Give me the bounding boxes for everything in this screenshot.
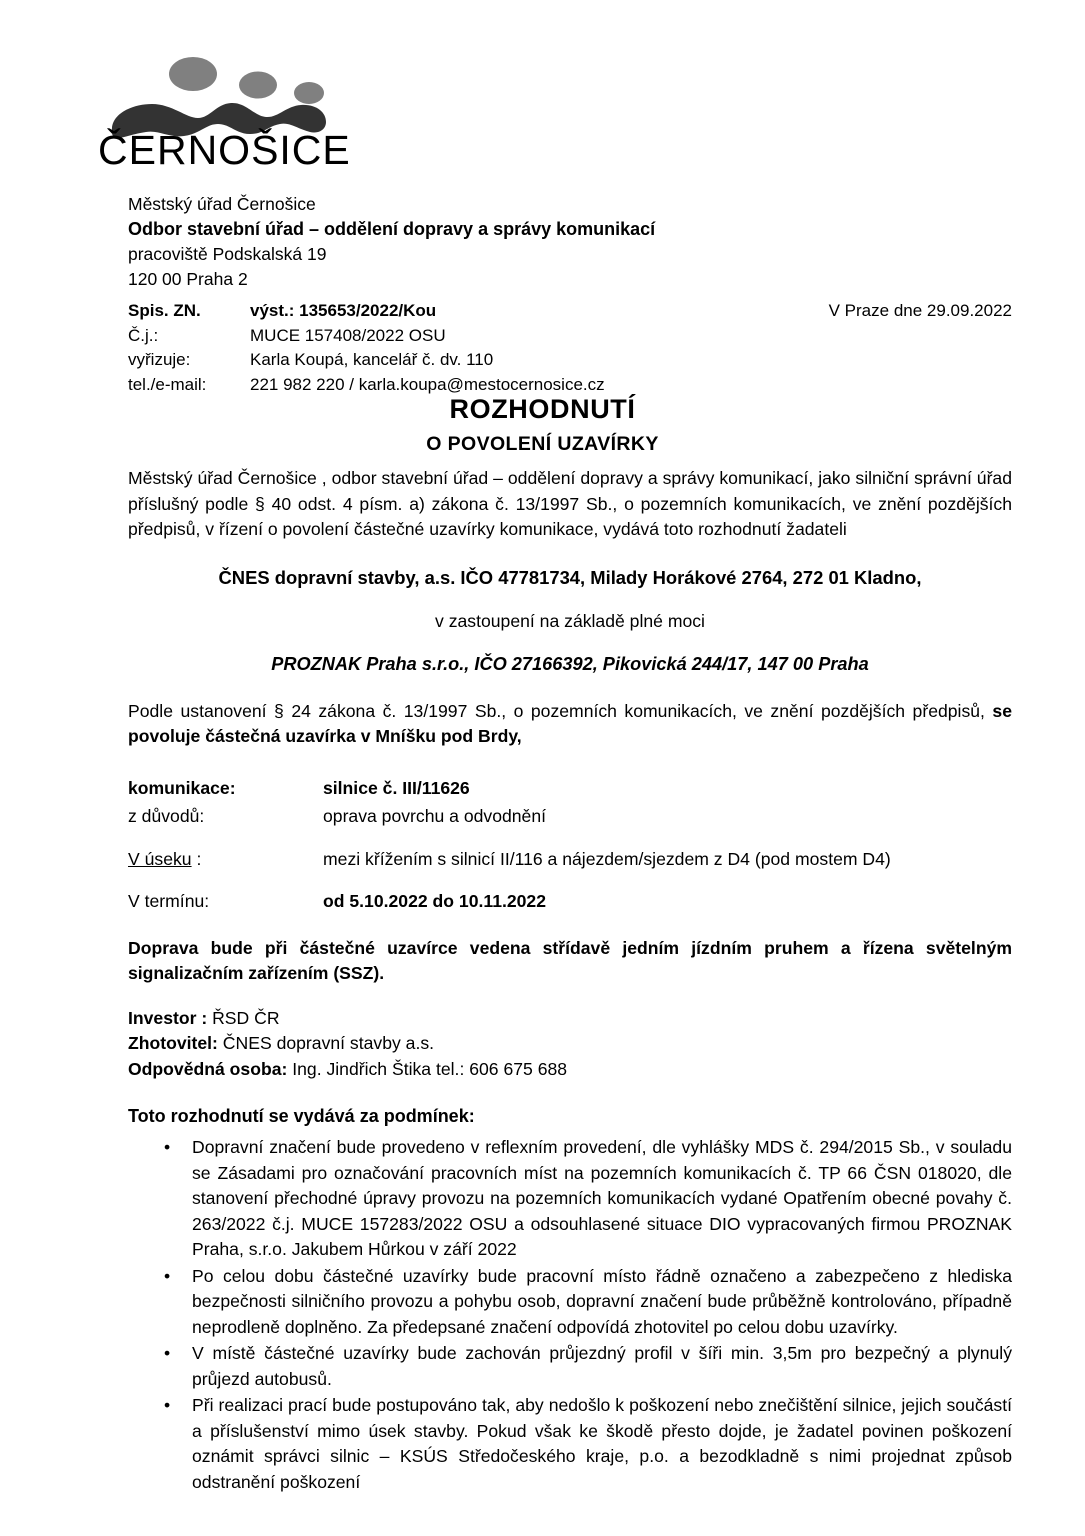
parties-block <box>128 1006 1012 1083</box>
agent-name: PROZNAK Praha s.r.o., IČO 27166392, Pikovická 244/17, 147 00 Praha <box>271 653 869 674</box>
cernosice-logo <box>98 52 358 182</box>
place-date: V Praze dne 29.09.2022 <box>828 301 1012 320</box>
party-row-investor <box>128 1006 1012 1032</box>
office-name: Městský úřad Černošice <box>128 194 316 214</box>
applicant-name: ČNES dopravní stavby, a.s. IČO 47781734, Milady Horákové 2764, 272 01 Kladno, <box>218 566 922 588</box>
legal-paragraph-normal: Podle ustanovení § 24 zákona č. 13/1997 Sb., o pozemních komunikacích, ve znění pozdějších předpisů, <box>128 700 993 721</box>
condition-text: Dopravní značení bude provedeno v reflexním provedení, dle vyhlášky MDS č. 294/2015 Sb., v souladu se Zásadami pro označování pracovních míst na pozemních komunikacích č. TP 66 ČSN 018020, dle stanovení přechodné úpravy provozu na pozemních komunikacích vydané Opatřením obecné povahy č. 263/2022 č.j. MUCE 157283/2022 OSU a odsouhlasené situace DIO vypracovaných firmou PROZNAK Praha, s.r.o. Jakubem Hůrkou v září 2022 <box>192 1137 1012 1259</box>
condition-text: Po celou dobu částečné uzavírky bude pracovní místo řádně označeno a zabezpečeno z hlediska bezpečnosti silničního provozu a pohybu osob, dopravní značení bude průběžně kontrolováno, případně neprodleně doplněno. Za předepsané značení odpovídá zhotovitel po celou dobu uzavírky. <box>192 1265 1012 1337</box>
party-row-responsible-person <box>128 1057 1012 1083</box>
bullet-icon: • <box>164 1137 171 1157</box>
cj-value: MUCE 157408/2022 OSU <box>250 325 446 345</box>
list-item <box>128 1393 1012 1495</box>
spis-zn-value: výst.: 135653/2022/Kou <box>250 301 437 320</box>
detail-row-duvod <box>128 804 1012 830</box>
list-item <box>128 1341 1012 1392</box>
bullet-icon: • <box>164 1343 171 1363</box>
city-postcode: 120 00 Praha 2 <box>128 269 248 289</box>
document-body <box>128 466 1012 1496</box>
party-value: ŘSD ČR <box>207 1007 280 1028</box>
party-label: Zhotovitel: <box>128 1033 218 1053</box>
detail-label: V termínu: <box>128 891 210 911</box>
representation-note: v zastoupení na základě plné moci <box>435 610 705 631</box>
party-label: Investor : <box>128 1007 208 1028</box>
detail-value: silnice č. III/11626 <box>323 777 470 798</box>
reference-row <box>128 324 1012 349</box>
conditions-list <box>128 1135 1012 1495</box>
legal-paragraph <box>128 699 1012 750</box>
detail-label <box>128 847 323 873</box>
detail-label-suffix: : <box>191 848 202 869</box>
detail-value: oprava povrchu a odvodnění <box>323 806 547 826</box>
reference-row <box>128 299 1012 324</box>
legal-paragraph-bold: se povoluje částečná uzavírka v Mníšku pod Brdy, <box>128 700 1012 746</box>
bullet-icon: • <box>164 1265 171 1286</box>
detail-value: mezi křížením s silnicí II/116 a nájezdem/sjezdem z D4 (pod mostem D4) <box>323 848 891 869</box>
list-item <box>128 1264 1012 1341</box>
traffic-statement: Doprava bude při částečné uzavírce vedena střídavě jedním jízdním pruhem a řízena světelným signalizačním zařízením (SSZ). <box>128 937 1012 983</box>
detail-label: komunikace: <box>128 777 236 798</box>
party-row-contractor <box>128 1031 1012 1057</box>
handler-value: Karla Koupá, kancelář č. dv. 110 <box>250 350 494 369</box>
condition-text: Při realizaci prací bude postupováno tak, aby nedošlo k poškození nebo znečištění silnice, jejich součástí a příslušenství mimo úsek stavby. Pokud však ke škodě přesto dojde, je žadatel povinen poškození oznámit správci silnic – KSÚS Středočeského kraje, p.o. a bezodkladně s nimi projednat způsob odstranění poškození <box>192 1395 1012 1492</box>
list-item <box>128 1135 1012 1263</box>
closure-details <box>128 776 1012 915</box>
office-address <box>128 192 655 292</box>
bullet-icon: • <box>164 1395 171 1415</box>
document-title: ROZHODNUTÍ <box>449 394 636 424</box>
cernosice-hills-logo <box>98 52 358 138</box>
party-value: ČNES dopravní stavby a.s. <box>217 1033 435 1053</box>
reference-row <box>128 348 1012 373</box>
detail-row-usek <box>128 847 1012 873</box>
detail-row-termin <box>128 889 1012 915</box>
detail-label-underlined: V úseku <box>128 848 192 869</box>
workplace-address: pracoviště Podskalská 19 <box>128 244 327 264</box>
detail-row-komunikace <box>128 776 1012 802</box>
detail-value: od 5.10.2022 do 10.11.2022 <box>323 891 547 911</box>
conditions-heading: Toto rozhodnutí se vydává za podmínek: <box>128 1106 475 1126</box>
cj-label: Č.j.: <box>128 325 159 345</box>
reference-block <box>128 299 1012 397</box>
condition-text: V místě částečné uzavírky bude zachován průjezdný profil v šíři min. 3,5m pro bezpečný a plynulý průjezd autobusů. <box>192 1343 1012 1389</box>
party-label: Odpovědná osoba: <box>128 1058 288 1079</box>
handler-label: vyřizuje: <box>128 350 191 369</box>
party-value: Ing. Jindřich Štika tel.: 606 675 688 <box>287 1058 568 1079</box>
intro-paragraph: Městský úřad Černošice , odbor stavební úřad – oddělení dopravy a správy komunikací, jako silniční správní úřad příslušný podle § 40 odst. 4 písm. a) zákona č. 13/1997 Sb., o pozemních komunikacích, ve znění pozdějších předpisů, v řízení o povolení částečné uzavírky komunikace, vydává toto rozhodnutí žadateli <box>128 468 1012 539</box>
spis-zn-label: Spis. ZN. <box>128 301 201 320</box>
detail-label: z důvodů: <box>128 806 205 826</box>
logo-wordmark: ČERNOŠICE <box>98 127 351 173</box>
contact-label: tel./e-mail: <box>128 374 207 394</box>
department-name: Odbor stavební úřad – oddělení dopravy a správy komunikací <box>128 219 656 239</box>
document-subtitle: O POVOLENÍ UZAVÍRKY <box>426 433 659 455</box>
contact-value: 221 982 220 / karla.koupa@mestocernosice.cz <box>250 374 605 394</box>
